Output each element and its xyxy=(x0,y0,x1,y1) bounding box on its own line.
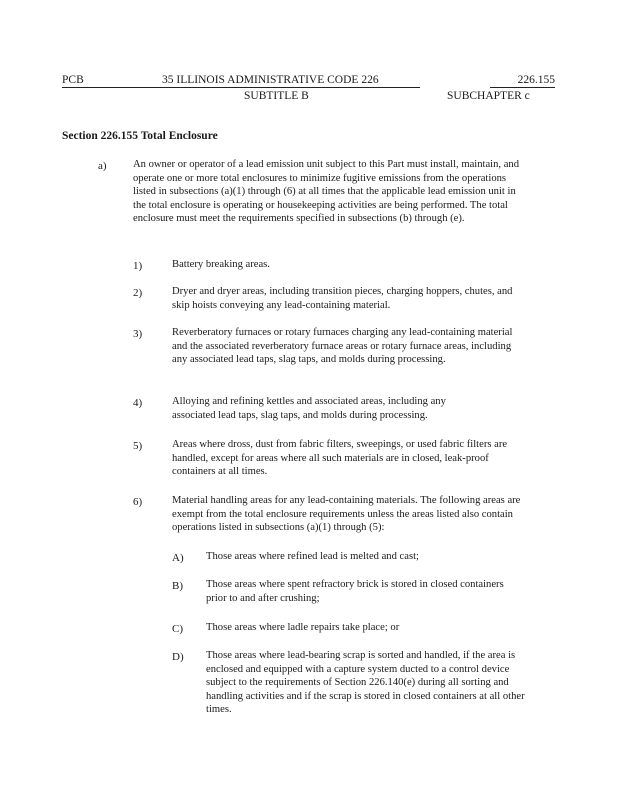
subitem-d-label: D) xyxy=(172,651,184,663)
subitem-b-label: B) xyxy=(172,580,183,592)
item-6-text: Material handling areas for any lead-containing materials. The following areas are exempt from the total enclosure requirements unless the areas listed also contain operations listed in subsections (a)(1) through (5): xyxy=(172,495,521,534)
item-4-text: Alloying and refining kettles and associated areas, including any associated lead taps, slag taps, and molds during processing. xyxy=(172,396,446,421)
item-4-label: 4) xyxy=(133,397,143,409)
header-subchapter: SUBCHAPTER c xyxy=(447,90,530,102)
subitem-c-label: C) xyxy=(172,623,183,635)
section-title: Section 226.155 Total Enclosure xyxy=(62,130,218,142)
item-5-label: 5) xyxy=(133,440,143,452)
subitem-d-text: Those areas where lead-bearing scrap is sorted and handled, if the area is enclosed and equipped with a capture system ducted to a control device subject to the requirements of Section 226.140(e) during all sorting and handling activities and if the scrap is stored in closed containers at all other times. xyxy=(206,650,525,716)
paragraph-a-label: a) xyxy=(98,160,107,172)
subitem-a-label: A) xyxy=(172,552,184,564)
subitem-b-text: Those areas where spent refractory brick is stored in closed containers prior to and after crushing; xyxy=(206,579,504,604)
item-3-text: Reverberatory furnaces or rotary furnaces charging any lead-containing material and the associated reverberatory furnace areas or rotary furnace areas, including any associated lead taps, slag taps, and molds during processing. xyxy=(172,327,513,366)
item-2-label: 2) xyxy=(133,287,143,299)
subitem-a-text: Those areas where refined lead is melted and cast; xyxy=(206,551,419,562)
header-code-title-text: 35 ILLINOIS ADMINISTRATIVE CODE 226 xyxy=(162,74,379,86)
item-1-label: 1) xyxy=(133,260,143,272)
header-subtitle: SUBTITLE B xyxy=(244,90,309,102)
header-agency xyxy=(62,74,162,88)
header-section-number-text: 226.155 xyxy=(517,74,555,86)
item-3-label: 3) xyxy=(133,328,143,340)
subitem-c-text: Those areas where ladle repairs take place; or xyxy=(206,622,400,633)
header-section-number xyxy=(490,74,555,88)
paragraph-a-text: An owner or operator of a lead emission unit subject to this Part must install, maintain, and operate one or more total enclosures to minimize fugitive emissions from the operations listed in subsections (a)(1) through (6) at all times that the applicable lead emission unit in the total enclosure is operating or housekeeping activities are being performed. The total enclosure must meet the requirements specified in subsections (b) through (e). xyxy=(133,159,520,225)
item-6-label: 6) xyxy=(133,496,143,508)
item-5-text: Areas where dross, dust from fabric filters, sweepings, or used fabric filters are handled, except for areas where all such materials are in closed, leak-proof containers at all times. xyxy=(172,439,508,478)
header-code-title xyxy=(162,74,420,88)
item-1-text: Battery breaking areas. xyxy=(172,259,270,270)
header-agency-text: PCB xyxy=(62,74,84,86)
item-2-text: Dryer and dryer areas, including transition pieces, charging hoppers, chutes, and skip hoists conveying any lead-containing material. xyxy=(172,286,513,311)
